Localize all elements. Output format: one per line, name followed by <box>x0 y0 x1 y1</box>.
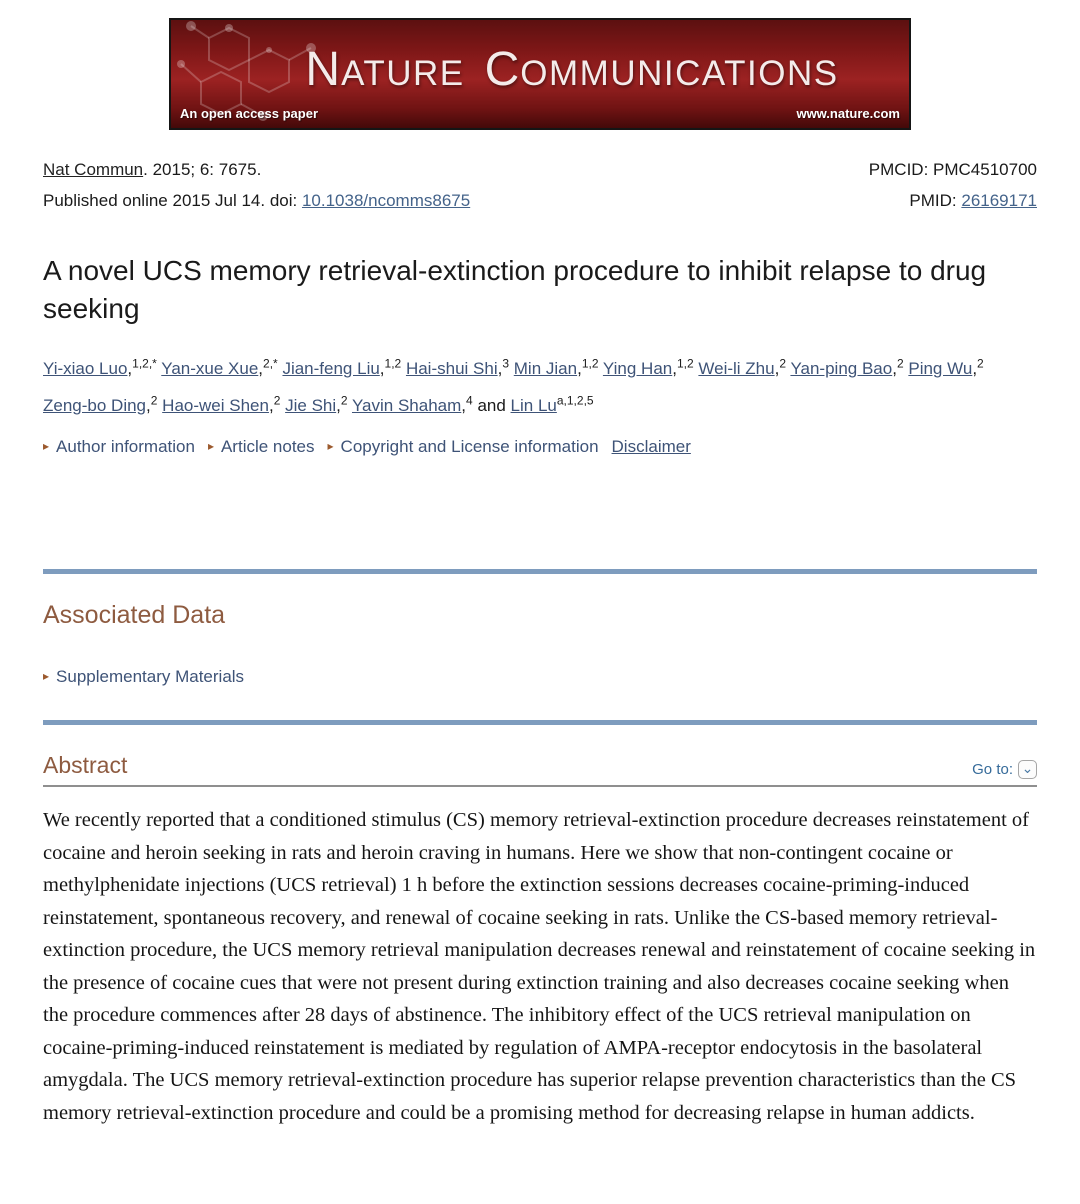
pmid-link[interactable]: 26169171 <box>961 191 1037 210</box>
doi-link[interactable]: 10.1038/ncomms8675 <box>301 191 471 210</box>
bullet-arrow-icon: ▸ <box>43 669 50 684</box>
section-divider-bottom <box>43 720 1037 725</box>
supplementary-materials-link[interactable]: Supplementary Materials <box>56 667 245 687</box>
abstract-text: We recently reported that a conditioned stimulus (CS) memory retrieval-extinction procedure decreases reinstatement of cocaine and heroin seeking in rats and heroin craving in humans. Here we show that non-contingent cocaine or methylphenidate injections (UCS retrieval) 1 h before the extinction sessions decreases cocaine-priming-induced reinstatement, spontaneous recovery, and renewal of cocaine seeking in rats. Unlike the CS-based memory retrieval-extinction procedure, the UCS memory retrieval manipulation decreases renewal and reinstatement of cocaine seeking in the presence of cocaine cues that were not present during extinction training and also decreases cocaine seeking when the procedure commences after 28 days of abstinence. The inhibitory effect of the UCS retrieval manipulation on cocaine-priming-induced reinstatement is mediated by regulation of AMPA-receptor endocytosis in the basolateral amygdala. The UCS memory retrieval-extinction procedure has superior relapse prevention characteristics than the CS memory retrieval-extinction procedure and could be a promising method for decreasing relapse in human addicts. <box>43 809 1036 1124</box>
pmcid-label: PMCID: <box>868 160 934 179</box>
chevron-down-icon[interactable]: ⌄ <box>1018 760 1037 779</box>
pmid <box>909 191 1037 211</box>
abstract-header <box>43 752 1037 779</box>
author-link[interactable]: Yi-xiao Luo <box>43 358 128 378</box>
author-link[interactable]: Min Jian <box>513 358 578 378</box>
citation-line <box>43 160 261 180</box>
abstract-divider <box>43 785 1037 787</box>
article-info-link[interactable]: ▸ Copyright and License information <box>327 437 599 457</box>
bullet-arrow-icon: ▸ <box>43 439 50 454</box>
author-list: Yi-xiao Luo,$^{1,2,*}$ Yan-xue Xue,$^{2,*}$ Jian-feng Liu,$^{1,2}$ Hai-shui Shi,$^3$ Min Jian,$^{1,2}$ Ying Han,$^{1,2}$ Wei-li Zhu,$^2$ Yan-ping Bao,$^2$ Ping Wu,$^2$ Zeng-bo Ding,$^2$ Hao-wei Shen,$^2$ Jie Shi,$^2$ Yavin Shaham,$^4$ and Lin Lu$^{a,1,2,5}$ <box>43 355 984 415</box>
abstract-heading: Abstract <box>43 752 128 779</box>
pmid-label: PMID: <box>909 191 962 210</box>
author-link[interactable]: Jian-feng Liu <box>282 358 380 378</box>
goto-widget[interactable] <box>972 760 1037 779</box>
pmcid <box>869 160 1037 180</box>
author-link[interactable]: Hao-wei Shen <box>162 395 269 415</box>
bullet-arrow-icon: ▸ <box>327 439 334 454</box>
associated-data-heading: Associated Data <box>43 601 226 630</box>
published-prefix: Published online 2015 Jul 14. doi: <box>43 191 302 210</box>
article-info-links <box>43 437 612 456</box>
banner-website: www.nature.com <box>796 106 900 121</box>
citation-rest: . 2015; 6: 7675. <box>143 160 262 179</box>
pmcid-value: PMC4510700 <box>933 160 1037 179</box>
journal-name: NATURE COMMUNICATIONS <box>305 43 839 96</box>
author-link[interactable]: Hai-shui Shi <box>405 358 498 378</box>
author-link[interactable]: Zeng-bo Ding <box>43 395 147 415</box>
citation-block <box>43 160 1037 211</box>
article-title: A novel UCS memory retrieval-extinction procedure to inhibit relapse to drug seeking <box>43 255 987 324</box>
journal-abbrev-link[interactable]: Nat Commun <box>43 160 144 179</box>
author-link[interactable]: Wei-li Zhu <box>698 358 775 378</box>
article-info-link[interactable]: ▸ Author information <box>43 437 195 457</box>
banner-tagline: An open access paper <box>180 106 318 121</box>
disclaimer-link[interactable]: Disclaimer <box>611 437 691 457</box>
author-link[interactable]: Yavin Shaham <box>351 395 462 415</box>
bullet-arrow-icon: ▸ <box>207 439 214 454</box>
article-info-link[interactable]: ▸ Article notes <box>207 437 315 457</box>
published-line <box>43 191 470 211</box>
author-link[interactable]: Yan-xue Xue <box>161 358 259 378</box>
section-divider-top <box>43 569 1037 574</box>
article-info-row <box>43 437 1037 457</box>
author-link[interactable]: Lin Lu <box>510 395 557 415</box>
journal-banner <box>169 18 911 130</box>
author-link[interactable]: Yan-ping Bao <box>790 358 893 378</box>
author-link[interactable]: Ying Han <box>602 358 673 378</box>
supplementary-materials-row[interactable] <box>43 667 1037 687</box>
goto-label: Go to: <box>972 761 1013 779</box>
author-link[interactable]: Ping Wu <box>908 358 973 378</box>
author-link[interactable]: Jie Shi <box>285 395 337 415</box>
